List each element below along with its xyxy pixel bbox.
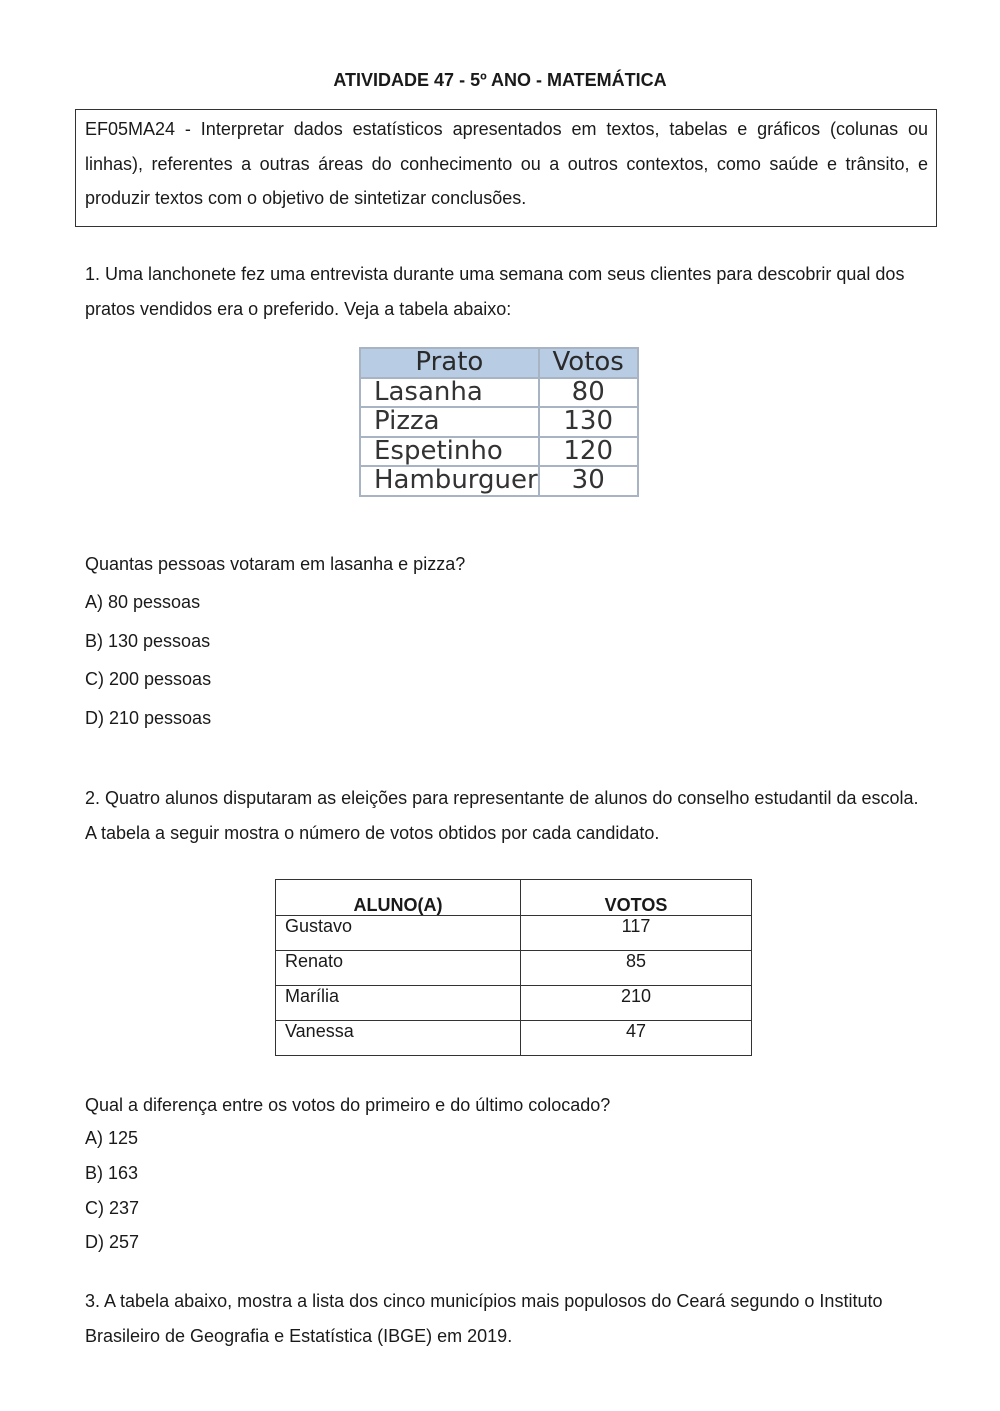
- student-votes: 47: [521, 1021, 752, 1056]
- table-row: [360, 466, 638, 496]
- dish-votes: 80: [539, 378, 638, 408]
- table-header-row: [276, 880, 752, 916]
- dish-name: Hamburguer: [360, 466, 539, 496]
- dish-votes: 30: [539, 466, 638, 496]
- table-row: [360, 378, 638, 408]
- student-name: Marília: [276, 986, 521, 1021]
- column-header-votos: VOTOS: [521, 880, 752, 916]
- column-header-prato: Prato: [360, 348, 539, 378]
- column-header-votos: Votos: [539, 348, 638, 378]
- table-row: [276, 916, 752, 951]
- question-2-text: 2. Quatro alunos disputaram as eleições para representante de alunos do conselho estudantil da escola. A tabela a seguir mostra o número de votos obtidos por cada candidato.: [85, 788, 919, 843]
- student-name: Gustavo: [276, 916, 521, 951]
- table-row: [360, 407, 638, 437]
- q2-option-c[interactable]: C) 237: [85, 1198, 140, 1218]
- question-1-text: 1. Uma lanchonete fez uma entrevista durante uma semana com seus clientes para descobrir qual dos pratos vendidos era o preferido. Veja a tabela abaixo:: [85, 264, 905, 319]
- student-name: Vanessa: [276, 1021, 521, 1056]
- q1-option-b[interactable]: B) 130 pessoas: [85, 631, 211, 651]
- page-title: ATIVIDADE 47 - 5º ANO - MATEMÁTICA: [333, 70, 667, 90]
- q1-option-d[interactable]: D) 210 pessoas: [85, 708, 212, 728]
- question-2-prompt: Qual a diferença entre os votos do primeiro e do último colocado?: [85, 1095, 611, 1115]
- table-row: [276, 951, 752, 986]
- column-header-aluno: ALUNO(A): [276, 880, 521, 916]
- q1-option-c[interactable]: C) 200 pessoas: [85, 669, 212, 689]
- question-3-text: 3. A tabela abaixo, mostra a lista dos cinco municípios mais populosos do Ceará segundo o Instituto Brasileiro de Geografia e Estatística (IBGE) em 2019.: [85, 1291, 883, 1346]
- dish-name: Espetinho: [360, 437, 539, 467]
- dish-name: Lasanha: [360, 378, 539, 408]
- dish-votes: 130: [539, 407, 638, 437]
- table-row: [360, 437, 638, 467]
- student-votes: 210: [521, 986, 752, 1021]
- q1-dishes-table: [359, 347, 639, 497]
- table-row: [276, 986, 752, 1021]
- table-row: [276, 1021, 752, 1056]
- dish-votes: 120: [539, 437, 638, 467]
- q1-option-a[interactable]: A) 80 pessoas: [85, 592, 201, 612]
- q2-students-table: [275, 879, 752, 1056]
- skill-description-box: EF05MA24 - Interpretar dados estatísticos apresentados em textos, tabelas e gráficos (colunas ou linhas), referentes a outras áreas do conhecimento ou a outros contextos, como saúde e trânsito, e produzir textos com o objetivo de sintetizar conclusões.: [75, 109, 937, 227]
- table-header-row: [360, 348, 638, 378]
- dish-name: Pizza: [360, 407, 539, 437]
- student-votes: 117: [521, 916, 752, 951]
- question-1-prompt: Quantas pessoas votaram em lasanha e pizza?: [85, 554, 466, 574]
- q2-option-a[interactable]: A) 125: [85, 1128, 139, 1148]
- student-name: Renato: [276, 951, 521, 986]
- q2-option-d[interactable]: D) 257: [85, 1232, 140, 1252]
- student-votes: 85: [521, 951, 752, 986]
- q2-option-b[interactable]: B) 163: [85, 1163, 139, 1183]
